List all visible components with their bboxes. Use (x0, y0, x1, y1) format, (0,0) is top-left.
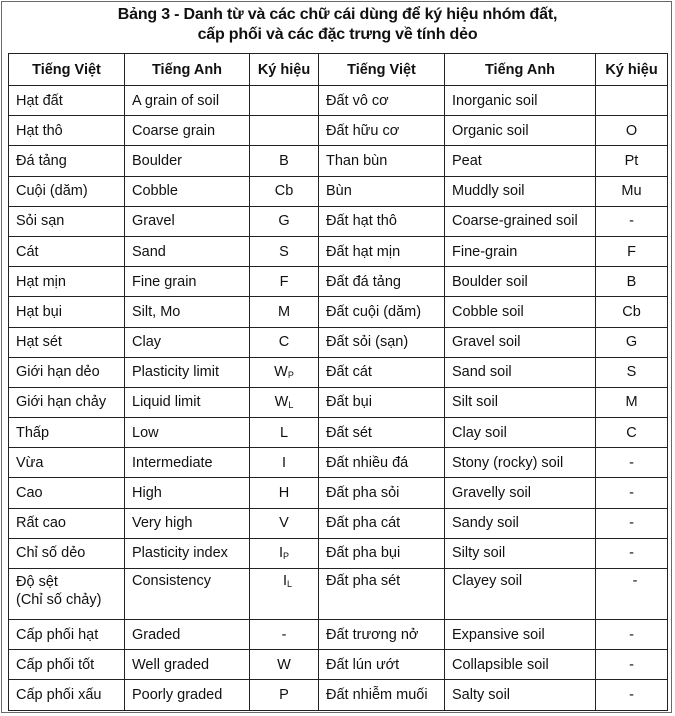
vietnamese-soil-name-text: Đất sét (326, 424, 372, 441)
vietnamese-soil-name (319, 538, 445, 568)
vietnamese-term-text: Cuội (dăm) (16, 183, 88, 200)
symbol-text: F (279, 273, 289, 290)
english-term (125, 620, 250, 650)
vietnamese-soil-name-text: Đất hạt mịn (326, 243, 401, 260)
english-soil-name (445, 206, 596, 236)
vietnamese-soil-name (319, 146, 445, 176)
table-row (9, 146, 668, 176)
vietnamese-soil-name-text: Đất pha cát (326, 515, 401, 532)
vietnamese-soil-name-text: Đất bụi (326, 394, 372, 411)
english-soil-name-text: Sandy soil (452, 515, 519, 532)
soil-symbol (596, 267, 668, 297)
vietnamese-soil-name (319, 176, 445, 206)
symbol (250, 176, 319, 206)
table-row (9, 620, 668, 650)
english-soil-name-text: Sand soil (452, 364, 512, 381)
english-soil-name-text: Clay soil (452, 424, 507, 441)
english-term-text: Well graded (132, 656, 210, 673)
english-term (125, 680, 250, 710)
soil-symbol-text: Mu (621, 183, 642, 200)
vietnamese-term-text: Hạt đất (16, 92, 63, 109)
symbol (250, 267, 319, 297)
symbol (250, 508, 319, 538)
soil-symbol (596, 116, 668, 146)
header-english-2: Tiếng Anh (445, 54, 596, 86)
header-row (9, 54, 668, 86)
vietnamese-term-text: Rất cao (16, 515, 66, 532)
symbol-subscript: P (283, 551, 290, 562)
soil-symbol-text: - (629, 545, 634, 562)
english-soil-name-text: Boulder soil (452, 273, 528, 290)
soil-symbol-text: - (632, 573, 638, 589)
soil-symbol-text: - (629, 686, 634, 703)
soil-symbol (596, 176, 668, 206)
soil-symbol (596, 650, 668, 680)
vietnamese-term (9, 86, 125, 116)
vietnamese-term-text: Chỉ số dẻo (16, 545, 86, 562)
english-term-text: A grain of soil (132, 92, 220, 109)
english-soil-name (445, 508, 596, 538)
table-row (9, 357, 668, 387)
vietnamese-term-text: Giới hạn chảy (16, 394, 107, 411)
table-row (9, 86, 668, 116)
soil-symbol-text: - (629, 213, 634, 230)
vietnamese-soil-name (319, 236, 445, 266)
vietnamese-term (9, 327, 125, 357)
english-term-text: High (132, 485, 162, 502)
symbol (250, 418, 319, 448)
english-term (125, 116, 250, 146)
symbol (250, 650, 319, 680)
vietnamese-soil-name (319, 297, 445, 327)
soil-symbol (596, 387, 668, 417)
vietnamese-soil-name (319, 116, 445, 146)
english-soil-name-text: Silt soil (452, 394, 498, 411)
soil-symbol-text: - (629, 656, 634, 673)
symbol-text: I (281, 454, 287, 471)
symbol-text: M (277, 303, 291, 320)
soil-symbol (596, 206, 668, 236)
english-soil-name (445, 116, 596, 146)
vietnamese-soil-name-text: Đất trương nở (326, 626, 419, 643)
vietnamese-soil-name-text: Than bùn (326, 152, 388, 169)
vietnamese-term (9, 478, 125, 508)
vietnamese-soil-name-text: Đất cuội (dăm) (326, 303, 422, 320)
vietnamese-soil-name-text: Đất hữu cơ (326, 122, 400, 139)
english-term-text: Plasticity limit (132, 364, 220, 381)
english-soil-name (445, 680, 596, 710)
soil-symbol-text: - (629, 515, 634, 532)
vietnamese-soil-name-text: Đất pha sét (326, 573, 401, 589)
symbol-text: I (282, 573, 287, 589)
soil-symbol (596, 146, 668, 176)
english-soil-name-text: Salty soil (452, 686, 511, 703)
vietnamese-soil-name (319, 86, 445, 116)
english-term-text: Graded (132, 626, 181, 643)
symbol (250, 206, 319, 236)
table-row (9, 650, 668, 680)
header-vietnamese-2: Tiếng Việt (319, 54, 445, 86)
english-term-text: Consistency (132, 573, 211, 589)
header-english-1: Tiếng Anh (125, 54, 250, 86)
english-soil-name-text: Muddly soil (452, 183, 525, 200)
vietnamese-term-text: Giới hạn dẻo (16, 364, 100, 381)
english-soil-name-text: Stony (rocky) soil (452, 454, 564, 471)
vietnamese-soil-name-text: Đất lún ướt (326, 656, 400, 673)
table-row (9, 297, 668, 327)
vietnamese-soil-name (319, 569, 445, 620)
vietnamese-term-note: (Chỉ số chảy) (16, 592, 102, 608)
english-term (125, 508, 250, 538)
english-term-text: Low (132, 424, 159, 441)
header-vietnamese-1: Tiếng Việt (9, 54, 125, 86)
vietnamese-term (9, 538, 125, 568)
soil-symbol-text: C (626, 424, 637, 441)
soil-symbol (596, 418, 668, 448)
soil-symbol-text: F (627, 243, 636, 260)
english-term (125, 236, 250, 266)
table-row (9, 448, 668, 478)
vietnamese-soil-name (319, 357, 445, 387)
symbol-text: I (278, 545, 283, 562)
vietnamese-term (9, 236, 125, 266)
vietnamese-term-text: Hạt sét (16, 334, 62, 351)
symbol (250, 357, 319, 387)
soil-symbol-text: G (625, 334, 638, 351)
english-term-text: Very high (132, 515, 193, 532)
soil-symbol-text: B (626, 273, 637, 290)
vietnamese-term (9, 448, 125, 478)
vietnamese-soil-name (319, 267, 445, 297)
english-soil-name (445, 236, 596, 266)
vietnamese-term (9, 650, 125, 680)
vietnamese-soil-name (319, 508, 445, 538)
symbol-text: P (279, 686, 289, 703)
soil-symbol-text: S (626, 364, 637, 381)
symbol-text: Cb (274, 183, 294, 200)
english-term (125, 267, 250, 297)
english-soil-name (445, 620, 596, 650)
english-soil-name-text: Peat (452, 152, 482, 169)
vietnamese-term (9, 116, 125, 146)
english-term-text: Fine grain (132, 273, 197, 290)
symbol-text: B (279, 152, 289, 169)
table-row (9, 236, 668, 266)
soil-symbol-text: - (629, 485, 634, 502)
symbol (250, 569, 319, 620)
vietnamese-term (9, 620, 125, 650)
soil-symbol (596, 508, 668, 538)
vietnamese-term (9, 357, 125, 387)
table-row (9, 569, 668, 620)
vietnamese-term (9, 146, 125, 176)
english-term (125, 478, 250, 508)
english-soil-name (445, 357, 596, 387)
english-soil-name-text: Gravelly soil (452, 485, 531, 502)
table-row (9, 206, 668, 236)
soil-symbol (596, 569, 668, 620)
soil-symbol-text: Cb (622, 303, 641, 320)
table-row (9, 387, 668, 417)
english-term-text: Gravel (132, 213, 175, 230)
english-soil-name (445, 569, 596, 620)
english-term-text: Silt, Mo (132, 303, 181, 320)
soil-symbol (596, 86, 668, 116)
vietnamese-term-text: Vừa (16, 454, 44, 471)
vietnamese-soil-name-text: Đất nhiều đá (326, 454, 409, 471)
vietnamese-term-text: Cấp phối tốt (16, 656, 95, 673)
english-soil-name (445, 448, 596, 478)
table-row (9, 508, 668, 538)
symbol-text: W (274, 394, 289, 411)
english-term (125, 146, 250, 176)
symbol (250, 538, 319, 568)
english-term-text: Intermediate (132, 454, 213, 471)
english-soil-name-text: Clayey soil (452, 573, 523, 589)
table-row (9, 327, 668, 357)
symbol-text: H (278, 485, 290, 502)
english-soil-name (445, 86, 596, 116)
symbol (250, 116, 319, 146)
english-soil-name (445, 418, 596, 448)
english-term-text: Cobble (132, 183, 178, 200)
english-term (125, 387, 250, 417)
soil-symbol-text: - (629, 626, 634, 643)
english-soil-name (445, 387, 596, 417)
vietnamese-soil-name (319, 206, 445, 236)
english-term (125, 357, 250, 387)
vietnamese-soil-name (319, 327, 445, 357)
table-row (9, 418, 668, 448)
vietnamese-term (9, 418, 125, 448)
symbol-text: W (277, 656, 291, 673)
vietnamese-term-text: Sỏi sạn (16, 213, 65, 230)
english-term (125, 538, 250, 568)
vietnamese-term (9, 387, 125, 417)
english-soil-name-text: Expansive soil (452, 626, 545, 643)
english-soil-name-text: Coarse-grained soil (452, 213, 578, 230)
english-term (125, 327, 250, 357)
english-soil-name (445, 650, 596, 680)
symbol-text: C (278, 334, 290, 351)
english-soil-name (445, 267, 596, 297)
english-soil-name-text: Fine-grain (452, 243, 518, 260)
header-symbol-1: Ký hiệu (250, 54, 319, 86)
table-row (9, 538, 668, 568)
table-title (0, 5, 675, 45)
english-term-text: Clay (132, 334, 162, 351)
symbol (250, 327, 319, 357)
soil-symbol (596, 620, 668, 650)
symbol (250, 387, 319, 417)
english-term (125, 297, 250, 327)
english-term (125, 650, 250, 680)
symbol-text: L (279, 424, 289, 441)
soil-symbol-table (8, 53, 668, 711)
english-term-text: Boulder (132, 152, 182, 169)
soil-symbol-text: O (625, 122, 638, 139)
soil-symbol-text: M (625, 394, 638, 411)
vietnamese-term-text: Cấp phối hạt (16, 626, 99, 643)
english-term-text: Sand (132, 243, 166, 260)
vietnamese-term-text: Thấp (16, 424, 50, 441)
vietnamese-term-text: Cát (16, 243, 39, 260)
vietnamese-term-text: Đá tảng (16, 152, 67, 169)
english-soil-name-text: Gravel soil (452, 334, 521, 351)
vietnamese-soil-name-text: Bùn (326, 183, 352, 200)
english-soil-name-text: Cobble soil (452, 303, 524, 320)
symbol (250, 620, 319, 650)
symbol-text: W (274, 364, 288, 381)
symbol-text: - (281, 626, 287, 643)
symbol-subscript: P (287, 370, 294, 381)
vietnamese-soil-name-text: Đất vô cơ (326, 92, 389, 109)
symbol (250, 478, 319, 508)
soil-symbol (596, 680, 668, 710)
english-soil-name-text: Inorganic soil (452, 92, 538, 109)
english-soil-name (445, 297, 596, 327)
vietnamese-term (9, 680, 125, 710)
english-term (125, 448, 250, 478)
table-body (9, 86, 668, 711)
vietnamese-term (9, 206, 125, 236)
english-term-text: Poorly graded (132, 686, 223, 703)
soil-symbol (596, 538, 668, 568)
symbol (250, 680, 319, 710)
vietnamese-soil-name-text: Đất pha bụi (326, 545, 401, 562)
symbol-text: S (279, 243, 289, 260)
symbol (250, 448, 319, 478)
english-term (125, 569, 250, 620)
english-soil-name (445, 478, 596, 508)
soil-symbol (596, 357, 668, 387)
vietnamese-term-text: Hạt thô (16, 122, 63, 139)
vietnamese-term-text: Độ sệt (16, 574, 58, 590)
english-term-text: Coarse grain (132, 122, 216, 139)
vietnamese-term (9, 508, 125, 538)
vietnamese-term-text: Cấp phối xấu (16, 686, 102, 703)
soil-symbol (596, 327, 668, 357)
symbol-text: G (278, 213, 290, 230)
vietnamese-soil-name-text: Đất nhiễm muối (326, 686, 428, 703)
symbol (250, 297, 319, 327)
vietnamese-term (9, 176, 125, 206)
symbol-subscript: L (288, 400, 294, 411)
soil-symbol (596, 478, 668, 508)
english-term-text: Plasticity index (132, 545, 228, 562)
soil-symbol-text: Pt (624, 152, 639, 169)
table-row (9, 478, 668, 508)
english-soil-name (445, 538, 596, 568)
symbol (250, 86, 319, 116)
english-term (125, 176, 250, 206)
table-row (9, 176, 668, 206)
vietnamese-soil-name-text: Đất hạt thô (326, 213, 397, 230)
english-soil-name (445, 176, 596, 206)
english-soil-name (445, 146, 596, 176)
vietnamese-soil-name (319, 650, 445, 680)
symbol-text: V (279, 515, 289, 532)
vietnamese-term (9, 297, 125, 327)
title-line-1: Bảng 3 - Danh từ và các chữ cái dùng để ký hiệu nhóm đất, (117, 6, 558, 23)
vietnamese-soil-name (319, 448, 445, 478)
vietnamese-term-text: Hạt mịn (16, 273, 66, 290)
soil-symbol (596, 448, 668, 478)
english-term (125, 86, 250, 116)
vietnamese-term-text: Hạt bụi (16, 303, 62, 320)
vietnamese-soil-name-text: Đất cát (326, 364, 372, 381)
symbol-subscript: L (287, 579, 293, 589)
vietnamese-soil-name-text: Đất sỏi (sạn) (326, 334, 409, 351)
vietnamese-term (9, 267, 125, 297)
symbol (250, 146, 319, 176)
vietnamese-term-text: Cao (16, 485, 43, 502)
symbol (250, 236, 319, 266)
soil-symbol (596, 236, 668, 266)
soil-symbol (596, 297, 668, 327)
vietnamese-soil-name (319, 387, 445, 417)
english-soil-name (445, 327, 596, 357)
vietnamese-soil-name (319, 680, 445, 710)
table-row (9, 116, 668, 146)
vietnamese-soil-name (319, 620, 445, 650)
vietnamese-soil-name (319, 418, 445, 448)
table-row (9, 680, 668, 710)
table-row (9, 267, 668, 297)
english-term (125, 206, 250, 236)
vietnamese-soil-name-text: Đất pha sỏi (326, 485, 400, 502)
header-symbol-2: Ký hiệu (596, 54, 668, 86)
soil-symbol-text: - (629, 454, 634, 471)
english-term (125, 418, 250, 448)
english-term-text: Liquid limit (132, 394, 201, 411)
english-soil-name-text: Collapsible soil (452, 656, 549, 673)
title-line-2: cấp phối và các đặc trưng về tính dẻo (197, 26, 478, 43)
english-soil-name-text: Silty soil (452, 545, 506, 562)
english-soil-name-text: Organic soil (452, 122, 529, 139)
vietnamese-term (9, 569, 125, 620)
vietnamese-soil-name (319, 478, 445, 508)
vietnamese-soil-name-text: Đất đá tảng (326, 273, 401, 290)
